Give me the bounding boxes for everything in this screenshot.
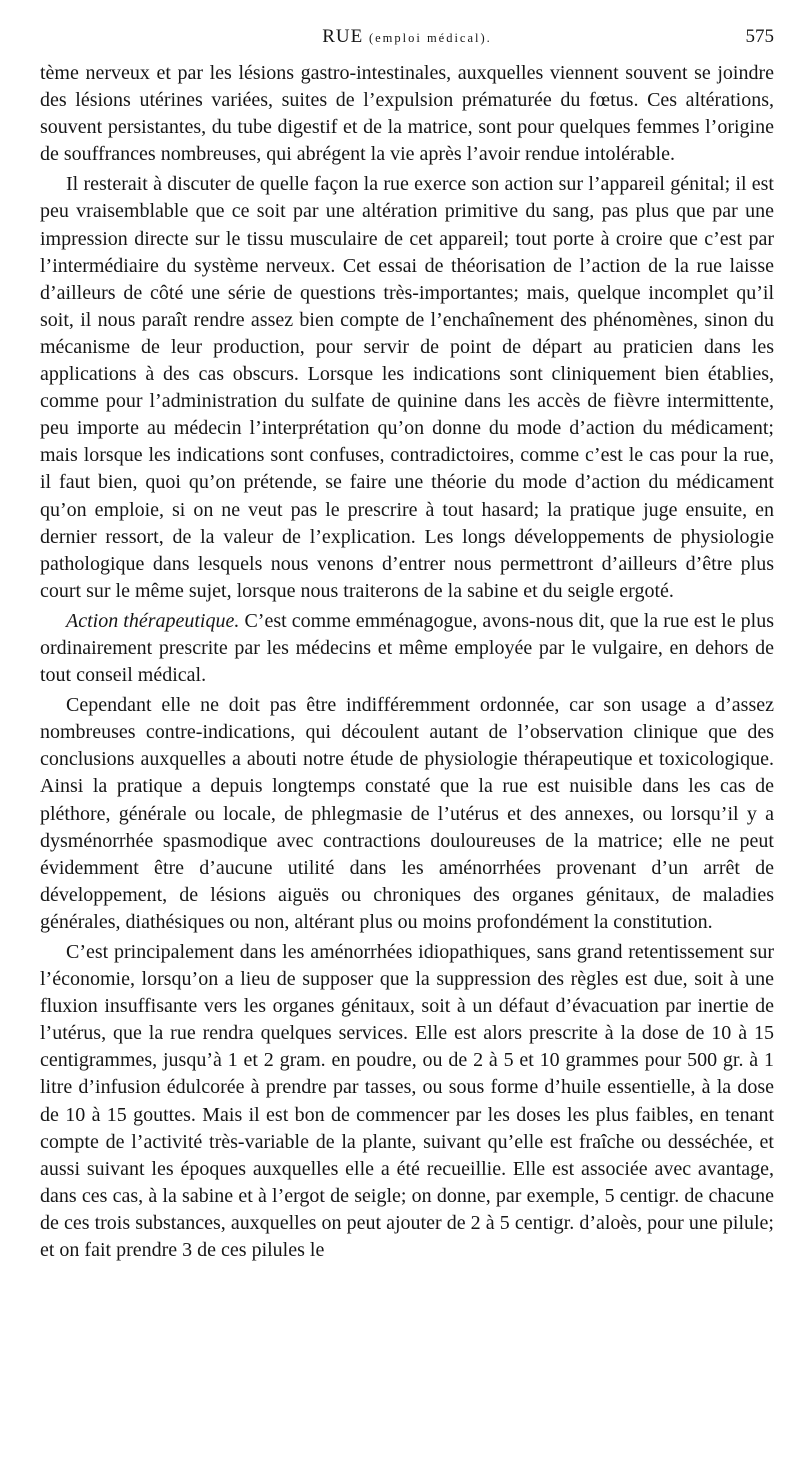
paragraph-5-text: C’est principalement dans les aménorrhées idiopathiques, sans grand retentissement sur l’économie, lorsqu’on a lieu de supposer que la suppression des règles est due, soit à une fluxion insuffisante vers les organes génitaux, soit à un défaut d’évacuation par inertie de l’utérus, que la rue rendra quelques services. Elle est alors prescrite à la dose de 10 à 15 centigrammes, jusqu’à 1 et 2 gram. en poudre, ou de 2 à 5 et 10 grammes pour 500 gr. à 1 litre d’infusion édulcorée à prendre par tasses, ou sous forme d’huile essentielle, à la dose de 10 à 15 gouttes. Mais il est bon de commencer par les doses les plus faibles, en tenant compte de l’activité très-variable de la plante, suivant qu’elle est fraîche ou desséchée, et aussi suivant les époques auxquelles elle a été recueillie. Elle est associée avec avantage, dans ces cas, à la sabine et à l’ergot de seigle; on donne, par exemple, 5 centigr. de chacune de ces trois substances, auxquelles on peut ajouter de 2 à 5 centigr. d’aloès, pour une pilule; et on fait prendre 3 de ces pilules le (40, 941, 774, 1262)
paragraph-3 (40, 608, 774, 689)
paragraph-4 (40, 692, 774, 936)
paragraph-3-text: C’est comme emménagogue, avons-nous dit, que la rue est le plus ordinairement prescrite par les médecins et même employée par le vulgaire, en dehors de tout conseil médical. (40, 609, 774, 687)
running-header (40, 26, 774, 60)
paragraph-2-text: Il resterait à discuter de quelle façon la rue exerce son action sur l’appareil génital; il est peu vraisemblable que ce soit par une altération primitive du sang, pas plus que par une impression directe sur le tissu musculaire de cet appareil; tout porte à croire que c’est par l’intermédiaire du système nerveux. Cet essai de théorisation de l’action de la rue laisse d’ailleurs de côté une série de questions très-importantes; mais, quelque incomplet qu’il soit, il nous paraît rendre assez bien compte de l’enchaînement des phénomènes, sinon du mécanisme de leur production, pour servir de point de départ au praticien dans les applications à des cas obscurs. Lorsque les indications sont cliniquement bien établies, comme pour l’administration du sulfate de quinine dans les accès de fièvre intermittente, peu importe au médecin l’interprétation qu’on donne du mode d’action du médicament; mais lorsque les indications sont confuses, contradictoires, comme c’est le cas pour la rue, il faut bien, quoi qu’on prétende, se faire une théorie du mode d’action du médicament qu’on emploie, si on ne veut pas le prescrire à tout hasard; la pratique juge ensuite, en dernier ressort, de la valeur de l’explication. Les longs développements de physiologie pathologique dans lesquels nous venons d’entrer nous permettront d’ailleurs d’être plus court sur le même sujet, lorsque nous traiterons de la sabine et du seigle ergoté. (40, 173, 774, 602)
body-text (40, 60, 774, 1264)
page-number: 575 (745, 26, 774, 47)
running-title-main: RUE (322, 26, 364, 47)
paragraph-1 (40, 60, 774, 168)
paragraph-5 (40, 939, 774, 1264)
paragraph-4-text: Cependant elle ne doit pas être indifféremment ordonnée, car son usage a d’assez nombreuses contre-indications, qui découlent autant de l’observation clinique que des conclusions auxquelles a abouti notre étude de physiologie thérapeutique et toxicologique. Ainsi la pratique a depuis longtemps constaté que la rue est nuisible dans les cas de pléthore, générale ou locale, de phlegmasie de l’utérus et des annexes, ou lorsqu’il y a dysménorrhée spasmodique avec contractions douloureuses de la matrice; elle ne peut évidemment être d’aucune utilité dans les aménorrhées provenant d’un arrêt de développement, de lésions aiguës ou chroniques des organes génitaux, de maladies générales, diathésiques ou non, altérant plus ou moins profondément la constitution. (40, 694, 774, 933)
book-page (40, 26, 774, 1264)
paragraph-1-text: tème nerveux et par les lésions gastro-intestinales, auxquelles viennent souvent se joindre des lésions utérines variées, suites de l’expulsion prématurée du fœtus. Ces altérations, souvent persistantes, du tube digestif et de la matrice, sont pour quelques femmes l’origine de souffrances nombreuses, qui abrégent la vie après l’avoir rendue intolérable. (40, 62, 774, 166)
paragraph-2 (40, 171, 774, 605)
section-heading-action-therapeutique: Action thérapeutique. (66, 609, 240, 632)
running-title-sub: (emploi médical). (368, 31, 492, 45)
running-title (40, 26, 774, 48)
